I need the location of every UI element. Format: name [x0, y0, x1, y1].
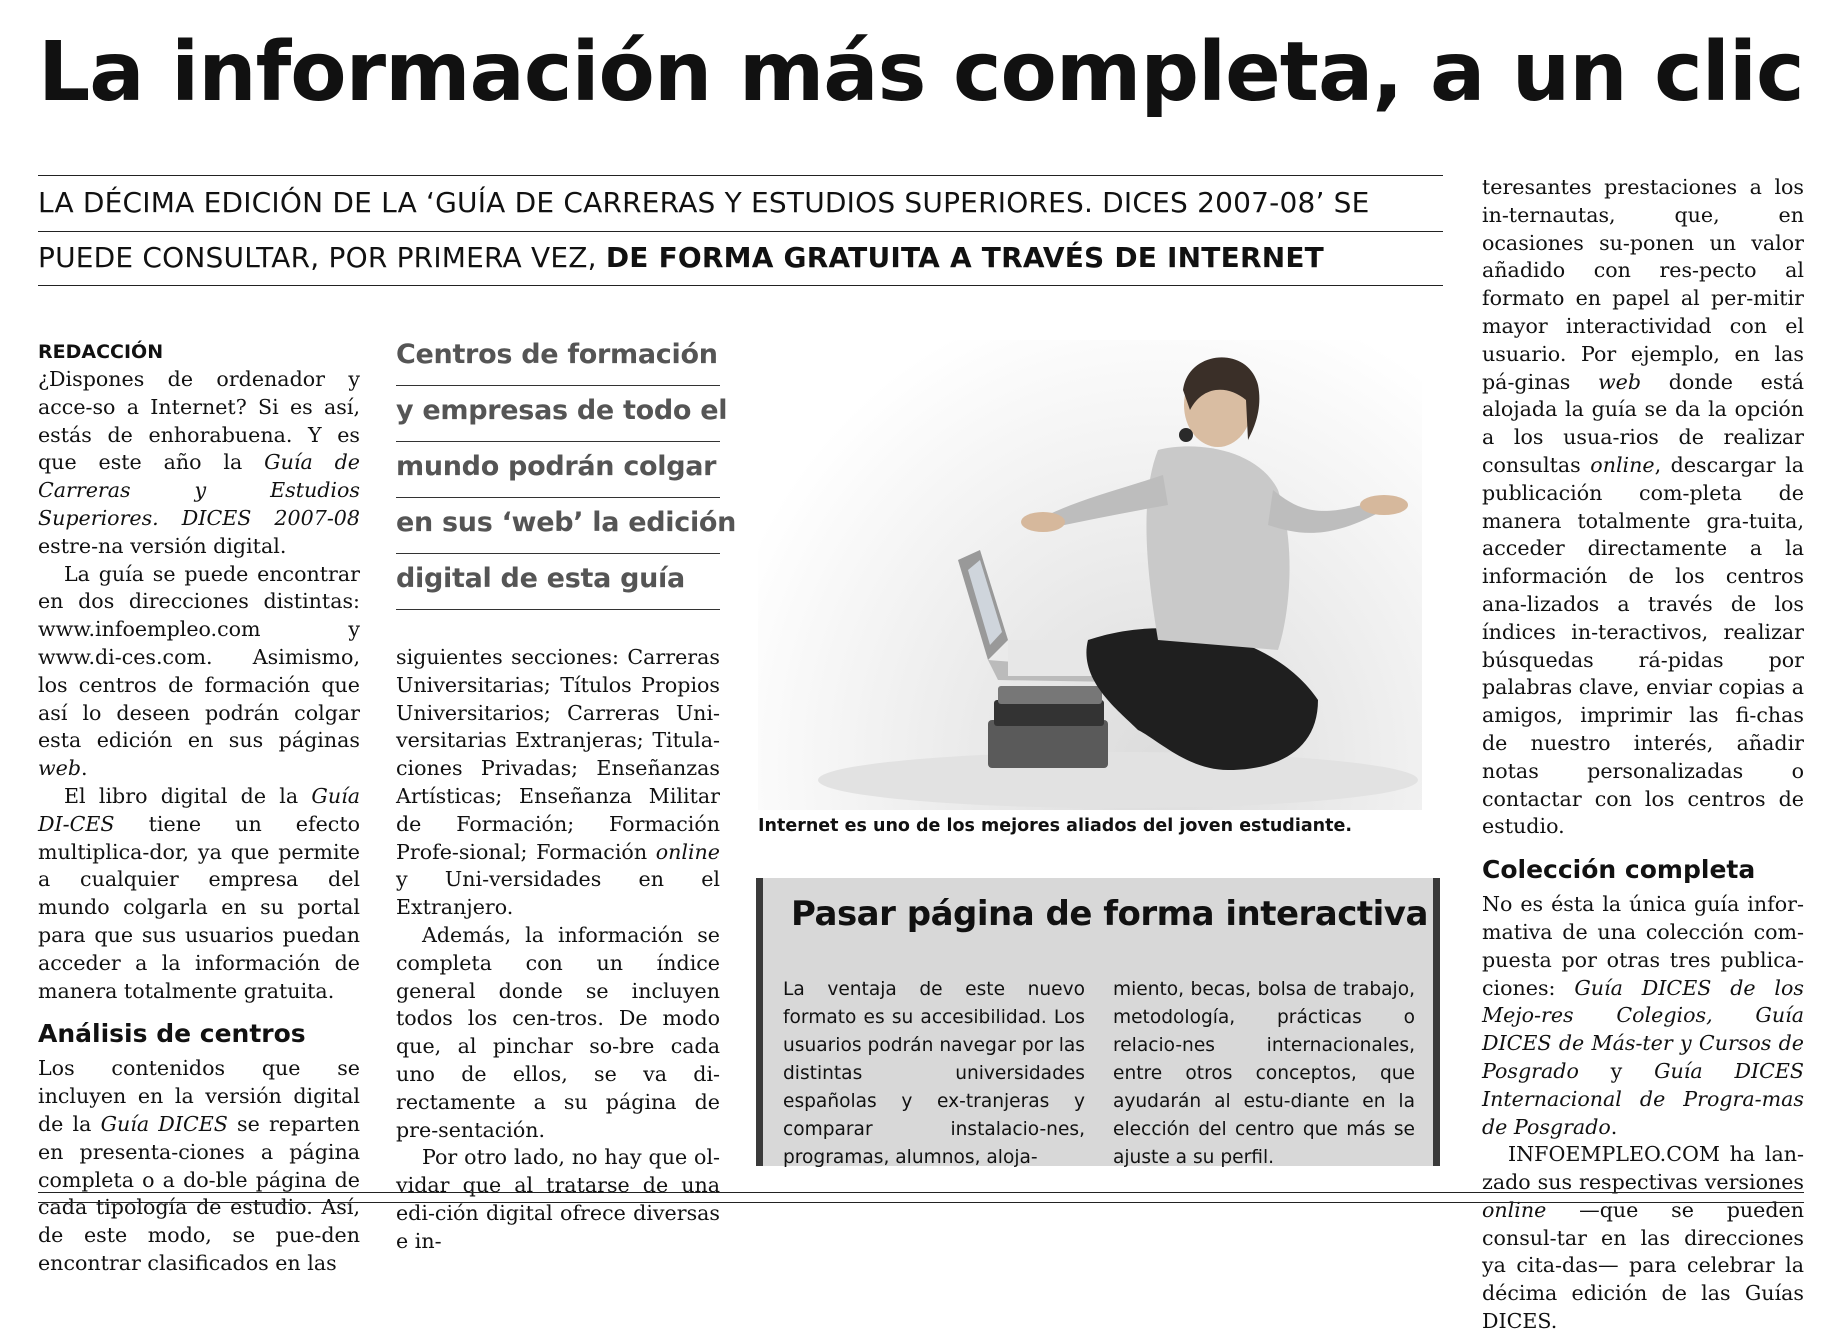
headline: La información más completa, a un clic	[38, 25, 1804, 120]
text-run: y Uni-versidades en el Extranjero.	[396, 867, 720, 920]
pull-quote-line: y empresas de todo el	[396, 386, 720, 442]
italic-run: Guía de Carreras y Estudios Superiores. DICES 2007-08	[38, 450, 360, 530]
deck-top-rule	[38, 175, 1443, 176]
footer-rule-2	[38, 1202, 1804, 1203]
col2-paragraph-1	[396, 644, 720, 922]
italic-run: Guía DI-CES	[38, 783, 360, 836]
text-run: Los contenidos que se incluyen en la versión digital de la	[38, 1056, 360, 1136]
student-illustration	[758, 340, 1422, 810]
text-run: No es ésta la única guía infor-mativa de una colección com-puesta por otras tres publica-ciones:	[1482, 892, 1804, 1000]
italic-run: web	[1598, 369, 1642, 394]
italic-run: Guía DICES de los Mejo-res Colegios, Guía DICES de Más-ter y Cursos de Posgrado	[1482, 975, 1804, 1083]
text-run: y	[1578, 1058, 1655, 1083]
text-run: se reparten en presenta-ciones a página completa o a do-ble página de cada tipología de estudio. Así, de este modo, se pue-den encontrar clasificados en las	[38, 1111, 361, 1275]
subheading-coleccion: Colección completa	[1482, 855, 1756, 885]
col2-paragraph-2: Además, la información se completa con un índice general donde se incluyen todos los cen-tros. De modo que, al pinchar so-bre cada uno de ellos, se va di-rectamente a su página de pre-sentación.	[396, 922, 720, 1142]
deck-bottom-rule	[38, 285, 1443, 286]
col4-paragraph-2	[1482, 891, 1804, 1141]
italic-run: web	[38, 756, 81, 781]
italic-run: online	[1590, 452, 1655, 477]
byline: REDACCIÓN	[38, 341, 164, 363]
column-2	[396, 644, 720, 1256]
text-run: INFOEMPLEO.COM ha lan-zado sus respectivas versiones	[1482, 1142, 1804, 1195]
col1-paragraph-3	[38, 783, 360, 1005]
footer-rule-1	[38, 1192, 1804, 1193]
sidebar-column-2: miento, becas, bolsa de trabajo, metodología, prácticas o relacio-nes internacionales, entre otros conceptos, que ayudarán al estu-diante en la elección del centro que más se ajuste a su perfil.	[1113, 979, 1415, 1168]
col4-paragraph-3	[1482, 1141, 1804, 1336]
col4-paragraph-1	[1482, 174, 1804, 841]
text-run: teresantes prestaciones a los in-ternautas, que, en ocasiones su-ponen un valor añadido con res-pecto al formato en papel al per-mitir mayor interactividad con el usuario. Por ejemplo, en las pá-ginas	[1482, 175, 1804, 394]
pull-quote	[396, 330, 737, 610]
text-run: El libro digital de la	[64, 783, 312, 808]
col1-paragraph-4	[38, 1055, 360, 1277]
italic-run: Guía DICES	[100, 1111, 228, 1136]
photo-caption: Internet es uno de los mejores aliados del joven estudiante.	[758, 816, 1352, 836]
text-run: La guía se puede encontrar en dos direcciones distintas: www.infoempleo.com y www.di-ces.com. Asimismo, los centros de formación que así lo deseen podrán colgar esta edición en sus páginas	[38, 561, 360, 753]
text-run: .	[1610, 1114, 1618, 1139]
column-4	[1482, 174, 1804, 1336]
sidebar-title: Pasar página de forma interactiva	[791, 894, 1428, 934]
col2-paragraph-3: Por otro lado, no hay que ol-vidar que al tratarse de una edi-ción digital ofrece diversas e in-	[396, 1145, 720, 1253]
pull-quote-line: Centros de formación	[396, 330, 720, 386]
sidebar-column-1: La ventaja de este nuevo formato es su accesibilidad. Los usuarios podrán navegar por las distintas universidades españolas y ex-tranjeras y comparar instalacio-nes, programas, alumnos, aloja-	[783, 979, 1085, 1168]
text-run: , descargar la publicación com-pleta de manera totalmente gra-tuita, acceder directamente a la información de los centros ana-lizados a través de los índices in-teractivos, realizar búsquedas rá-pidas por palabras clave, enviar copias a amigos, imprimir las fi-chas de nuestro interés, añadir notas personalizadas o contactar con los centros de estudio.	[1482, 452, 1804, 839]
deck-line-1	[38, 183, 1438, 223]
text-run: donde está alojada la guía se da la opción a los usua-rios de realizar consultas	[1482, 369, 1804, 477]
deck-line-1-text: LA DÉCIMA EDICIÓN DE LA ‘GUÍA DE CARRERAS Y ESTUDIOS SUPERIORES. DICES 2007-08’ SE	[38, 186, 1370, 219]
subheading-analisis: Análisis de centros	[38, 1019, 306, 1049]
column-1	[38, 338, 360, 1278]
text-run: —que se pueden consul-tar en las direcciones ya cita-das— para celebrar la décima edición de las Guías DICES.	[1482, 1197, 1804, 1334]
deck-line-2-bold: DE FORMA GRATUITA A TRAVÉS DE INTERNET	[605, 241, 1324, 274]
deck-middle-rule	[38, 231, 1443, 232]
col1-paragraph-1	[38, 366, 360, 561]
text-run: estre-na versión digital.	[38, 533, 287, 558]
italic-run: online	[655, 839, 720, 864]
sidebar-box	[756, 878, 1440, 1166]
italic-run: Guía DICES Internacional de Progra-mas de Posgrado	[1482, 1058, 1805, 1139]
italic-run: online	[1482, 1197, 1547, 1222]
pull-quote-line: en sus ‘web’ la edición	[396, 498, 720, 554]
text-run: .	[81, 756, 88, 781]
deck-line-2-plain: PUEDE CONSULTAR, POR PRIMERA VEZ,	[38, 241, 597, 274]
pull-quote-line: mundo podrán colgar	[396, 442, 720, 498]
student-with-laptop-photo	[758, 340, 1422, 810]
deck-line-2	[38, 238, 1438, 278]
text-run: ¿Dispones de ordenador y acce-so a Internet? Si es así, estás de enhorabuena. Y es que este año la	[38, 367, 360, 475]
text-run: tiene un efecto multiplica-dor, ya que permite a cualquier empresa del mundo colgarla en su portal para que sus usuarios puedan acceder a la información de manera totalmente gratuita.	[38, 811, 360, 1003]
text-run: siguientes secciones: Carreras Universitarias; Títulos Propios Universitarios; Carreras Uni-versitarias Extranjeras; Titula-ciones Privadas; Enseñanzas Artísticas; Enseñanza Militar de Formación; Formación Profe-sional; Formación	[396, 645, 720, 864]
col1-paragraph-2	[38, 561, 360, 783]
pull-quote-line: digital de esta guía	[396, 554, 720, 610]
